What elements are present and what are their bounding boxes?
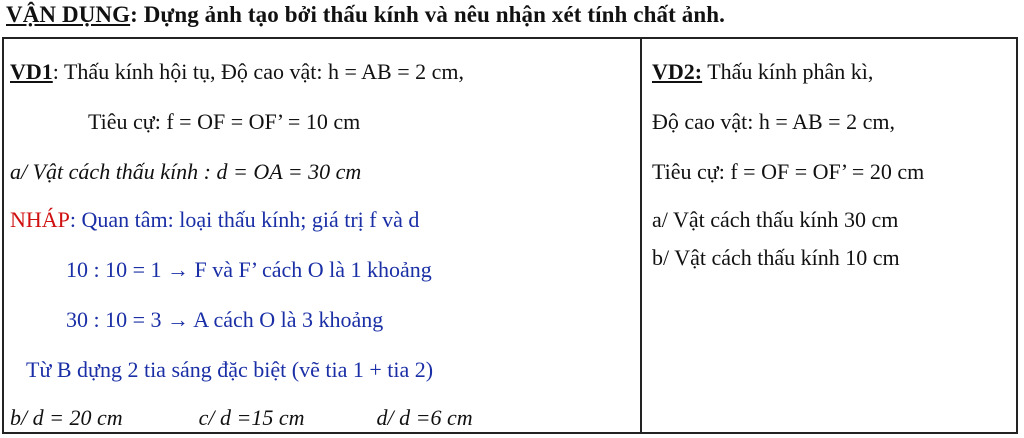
vd2-label: VD2: [652, 59, 703, 84]
title-lead: VẬN DỤNG [6, 2, 131, 27]
exercise-table [2, 37, 1018, 434]
title-rest: : Dựng ảnh tạo bởi thấu kính và nêu nhận xét tính chất ảnh. [130, 2, 725, 27]
vd2-line1: Thấu kính phân kì, [702, 59, 874, 84]
vd1-heading [10, 59, 464, 85]
draft-text: : Quan tâm: loại thấu kính; giá trị f và d [69, 207, 420, 232]
vd1-part-a: a/ Vật cách thấu kính : d = OA = 30 cm [10, 159, 362, 184]
draft-calc-2: 30 : 10 = 3 → A cách O là 3 khoảng [66, 307, 384, 332]
vd1-part-d: d/ d =6 cm [376, 405, 473, 430]
vd2-part-b: b/ Vật cách thấu kính 10 cm [652, 245, 900, 270]
draft-calc-1: 10 : 10 = 1 → F và F’ cách O là 1 khoảng [66, 257, 432, 282]
vd1-label: VD1 [10, 59, 53, 84]
vd1-line1: : Thấu kính hội tụ, Độ cao vật: h = AB = 2 cm, [52, 59, 464, 84]
vd2-height: Độ cao vật: h = AB = 2 cm, [652, 109, 895, 134]
page-title [6, 2, 725, 28]
draft-rays: Từ B dựng 2 tia sáng đặc biệt (vẽ tia 1 + tia 2) [26, 357, 434, 382]
draft-label: NHÁP [10, 207, 70, 232]
vd1-other-cases [10, 405, 473, 431]
vd2-heading [652, 59, 873, 85]
vd1-draft-note [10, 207, 419, 233]
vd1-part-b: b/ d = 20 cm [10, 405, 123, 430]
vd2-part-a: a/ Vật cách thấu kính 30 cm [652, 207, 899, 232]
vd1-part-c: c/ d =15 cm [198, 405, 305, 430]
column-divider [640, 39, 642, 432]
vd1-focal-length: Tiêu cự: f = OF = OF’ = 10 cm [88, 109, 361, 134]
vd2-focal-length: Tiêu cự: f = OF = OF’ = 20 cm [652, 159, 925, 184]
